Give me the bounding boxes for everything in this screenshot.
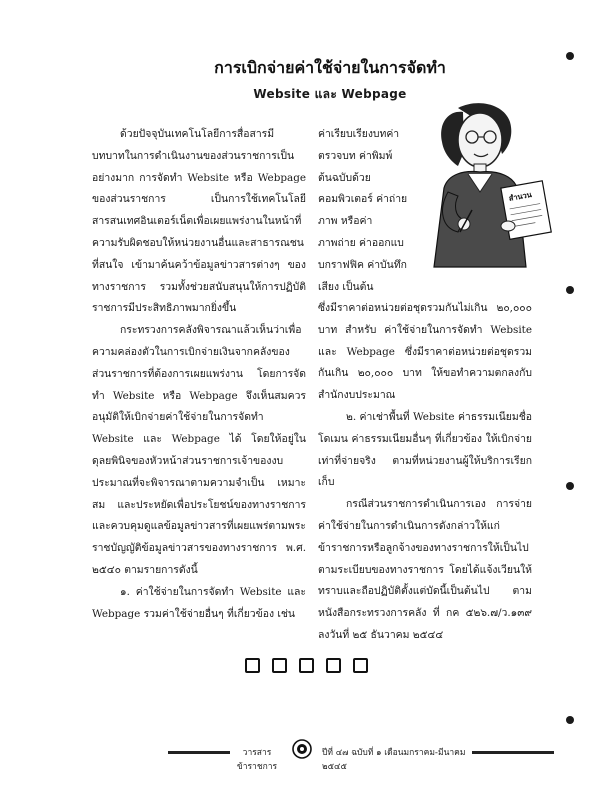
document-label: สำนวน [507,189,533,203]
square-icon [245,658,260,673]
article-title: การเบิกจ่ายค่าใช้จ่ายในการจัดทำ [214,58,446,77]
issue-info: ปีที่ ๔๗ ฉบับที่ ๑ เดือนมกราคม-มีนาคม ๒๕๔๕ [322,745,472,773]
woman-with-document-illustration [408,92,558,282]
journal-name: วารสารข้าราชการ [230,745,284,773]
paragraph: ซึ่งมีราคาต่อหน่วยต่อชุดรวมกันไม่เกิน ๒๐,๐๐๐ บาท สำหรับ ค่าใช้จ่ายในการจัดทำ Website และ Webpage ซึ่งมีราคาต่อหน่วยต่อชุดรวมกันเกิน ๒๐,๐๐๐ บาท ให้ขอทำความตกลงกับสำนักงบประมาณ [318,302,532,402]
hole-punch [566,286,574,294]
page-footer [0,736,612,772]
square-icon [326,658,341,673]
hole-punch [566,52,574,60]
paragraph: กระทรวงการคลังพิจารณาแล้วเห็นว่าเพื่อความคล่องตัวในการเบิกจ่ายเงินจากคลังของส่วนราชการที่ต้องการเผยแพร่งาน โดยการจัดทำ Website หรือ Webpage จึงเห็นสมควรอนุมัติให้เบิกจ่ายค่าใช้จ่ายในการจัดทำ Website และ Webpage ได้ โดยให้อยู่ในดุลยพินิจของหัวหน้าส่วนราชการเจ้าของงบประมาณที่จะพิจารณาตามความจำเป็น เหมาะสม และประหยัดเพื่อประโยชน์ของทางราชการ และควบคุมดูแลข้อมูลข่าวสารที่เผยแพร่ตามพระราชบัญญัติข้อมูลข่าวสารของทางราชการ พ.ศ. ๒๕๔๐ ตามรายการดังนี้ [92,324,306,576]
paragraph: ๑. ค่าใช้จ่ายในการจัดทำ Website และ Webpage รวมค่าใช้จ่ายอื่นๆ ที่เกี่ยวข้อง เช่น [92,585,306,620]
paragraph: ๒. ค่าเช่าพื้นที่ Website ค่าธรรมเนียมชื่อโดเมน ค่าธรรมเนียมอื่นๆ ที่เกี่ยวข้อง ให้เบิกจ่ายเท่าที่จ่ายจริง ตามที่หน่วยงานผู้ให้บริการเรียกเก็บ [318,410,532,489]
square-icon [272,658,287,673]
right-column [318,298,532,647]
article-subtitle: Website และ Webpage [253,87,407,101]
right-column-top [318,124,410,298]
paragraph: ค่าเรียบเรียงบทค่าตรวจบท ค่าพิมพ์ต้นฉบับด้วยคอมพิวเตอร์ ค่าถ่ายภาพ หรือค่าภาพถ่าย ค่าออกแบบกราฟฟิค ค่าบันทึกเสียง เป็นต้น [318,128,408,293]
footer-rule [470,751,554,754]
paragraph: กรณีส่วนราชการดำเนินการเอง การจ่ายค่าใช้จ่ายในการดำเนินการดังกล่าวให้แก่ข้าราชการหรือลูกจ้างของทางราชการให้เป็นไปตามระเบียบของทางราชการ โดยได้แจ้งเวียนให้ทราบและถือปฏิบัติตั้งแต่บัดนี้เป็นต้นไป ตามหนังสือกระทรวงการคลัง ที่ กค ๕๒๖.๗/ว.๑๓๙ ลงวันที่ ๒๕ ธันวาคม ๒๕๔๔ [318,498,532,641]
hole-punch [566,716,574,724]
paragraph: ด้วยปัจจุบันเทคโนโลยีการสื่อสารมีบทบาทในการดำเนินงานของส่วนราชการเป็นอย่างมาก การจัดทำ Website หรือ Webpage ของส่วนราชการ เป็นการใช้เทคโนโลยีสารสนเทศอินเตอร์เน็ตเพื่อเผยแพร่งานในหน้าที่ความรับผิดชอบให้หน่วยงานอื่นและสาธารณชนที่สนใจ เข้ามาค้นคว้าข้อมูลข่าวสารต่างๆ ของทางราชการ รวมทั้งช่วยสนับสนุนให้การปฏิบัติราชการมีประสิทธิภาพมากยิ่งขึ้น [92,128,306,315]
left-column [92,124,306,625]
square-icon [299,658,314,673]
end-marks [0,658,612,673]
journal-logo-icon [292,739,312,759]
square-icon [353,658,368,673]
hole-punch [566,482,574,490]
